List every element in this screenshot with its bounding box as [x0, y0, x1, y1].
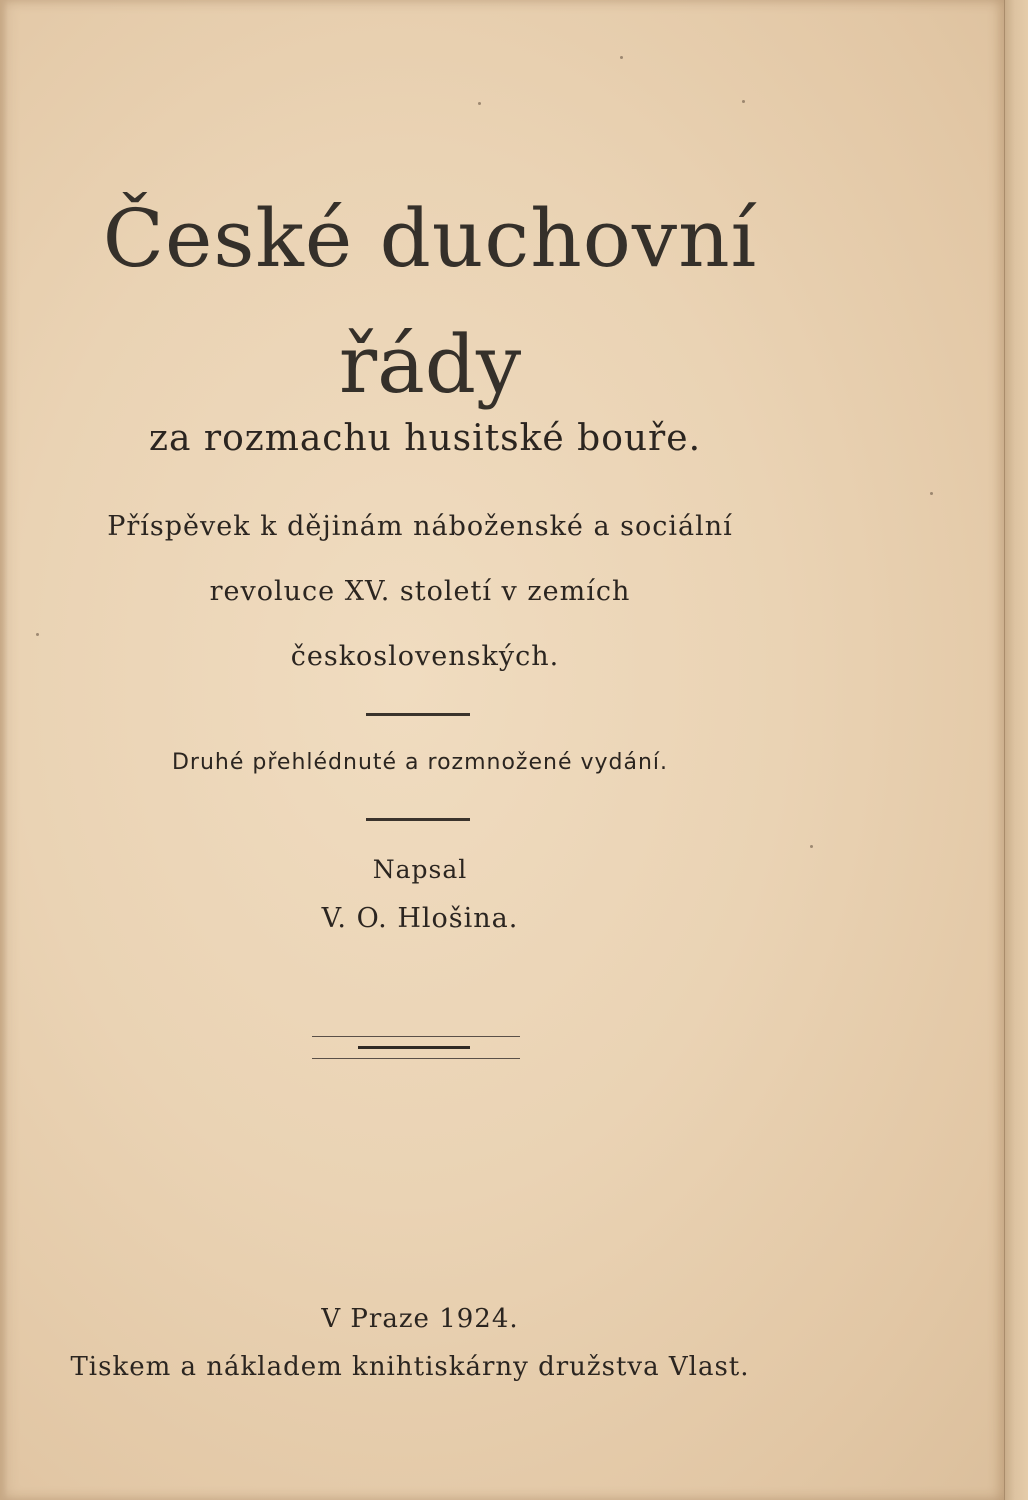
description-line-2: revoluce XV. století v zemích	[209, 576, 631, 607]
imprint-place-year: V Praze 1924.	[321, 1304, 519, 1334]
paper-speck	[36, 633, 39, 636]
imprint-printer: Tiskem a nákladem knihtiskárny družstva Vlast.	[70, 1352, 750, 1382]
divider-rule-2	[366, 818, 470, 821]
paper-speck	[478, 102, 481, 105]
description-line-3: československých.	[290, 641, 560, 672]
paper-speck	[810, 845, 813, 848]
paper-speck	[620, 56, 623, 59]
description-line-1: Příspěvek k dějinám náboženské a sociální	[107, 511, 733, 542]
ornament-thin-line-top	[312, 1036, 520, 1037]
paper-speck	[930, 492, 933, 495]
page-right-edge	[1004, 0, 1028, 1500]
title-line-1: České duchovní	[102, 192, 758, 285]
paper-speck	[742, 100, 745, 103]
divider-rule-1	[366, 713, 470, 716]
byline: Napsal	[372, 855, 468, 884]
ornament-thick-line	[358, 1046, 470, 1049]
subtitle: za rozmachu husitské bouře.	[148, 418, 702, 459]
page-left-edge	[0, 0, 8, 1500]
title-line-2: řády	[338, 318, 522, 411]
ornament-thin-line-bottom	[312, 1058, 520, 1059]
author-name: V. O. Hlošina.	[321, 903, 519, 934]
edition-note: Druhé přehlédnuté a rozmnožené vydání.	[171, 750, 669, 775]
